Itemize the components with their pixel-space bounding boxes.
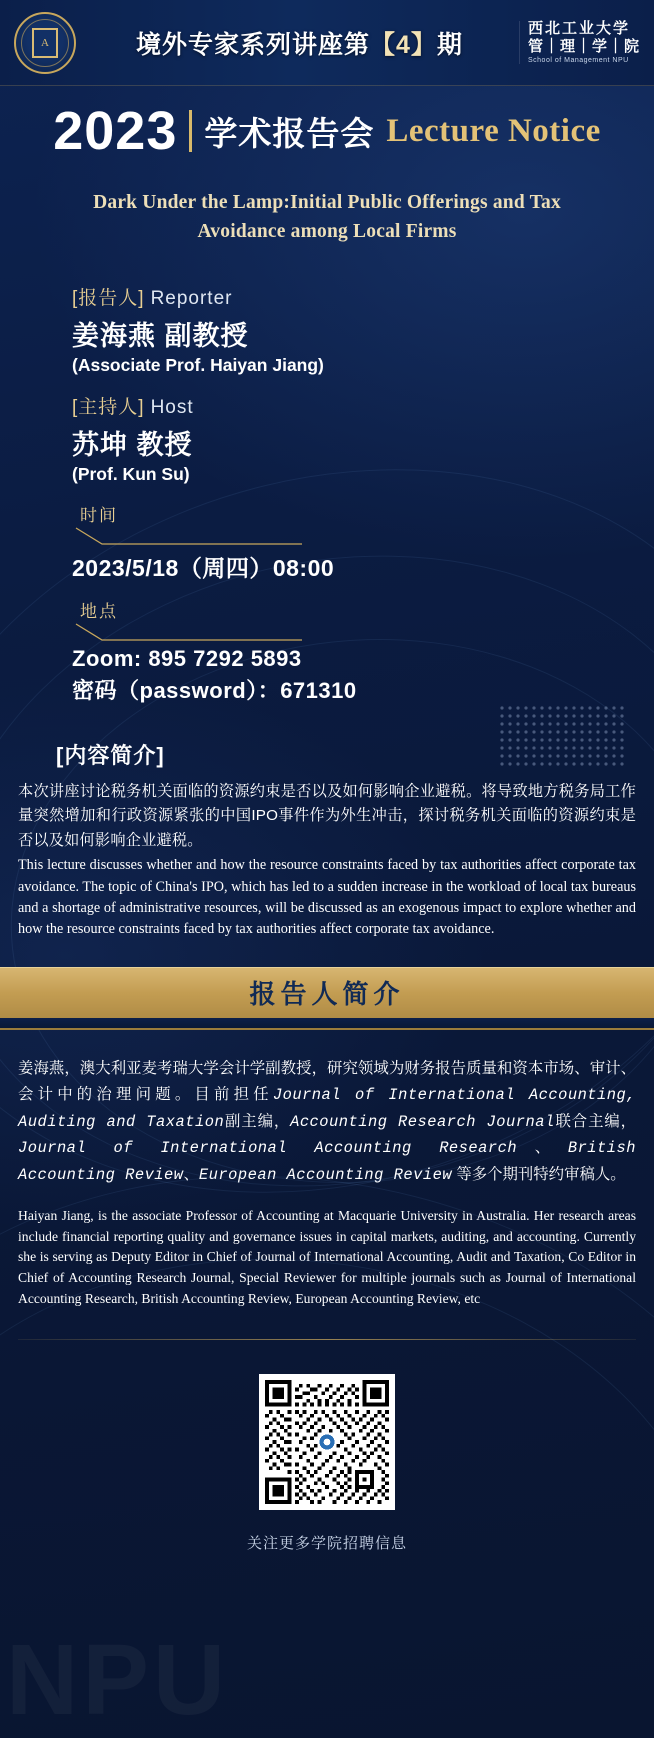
bio-cn-part2: 副主编， xyxy=(224,1112,291,1130)
bio-cn-part1: 姜海燕，澳大利亚麦考瑞大学会计学副教授，研究领域为财务报告质量和资本市场、审计、会计中的治理问题。目前担任 xyxy=(18,1059,636,1104)
bio-cn-part5: 、 xyxy=(183,1165,199,1183)
time-label: 时间 xyxy=(80,505,118,525)
npu-watermark xyxy=(6,1633,229,1728)
bio-banner-wrap xyxy=(0,967,654,1030)
main-title-row xyxy=(0,101,654,161)
bio-block xyxy=(18,1056,636,1310)
people-block xyxy=(72,283,654,485)
content-section-title: [内容简介] xyxy=(56,742,165,768)
title-year: 2023 xyxy=(53,101,178,161)
host-label-en: Host xyxy=(150,396,194,418)
university-logo xyxy=(519,21,640,64)
school-name-en: School of Management NPU xyxy=(527,57,629,65)
swoosh-decoration-icon xyxy=(74,622,304,644)
bio-cn-part3: 联合主编， xyxy=(554,1112,636,1130)
dot-grid-decoration-icon xyxy=(498,704,626,768)
poster-header xyxy=(0,0,654,86)
host-name-en: (Prof. Kun Su) xyxy=(72,463,190,484)
host-label-cn: [主持人] xyxy=(72,396,145,418)
title-divider xyxy=(189,110,192,152)
title-en: Lecture Notice xyxy=(386,112,601,149)
time-block xyxy=(72,501,654,583)
bio-paragraph-en: Haiyan Jiang, is the associate Professor of Accounting at Macquarie University in Australia. Her research areas include financial reporting quality and governance issues in capital markets, auditing, and accounting. Currently she is serving as Deputy Editor in Chief of Journal of International Accounting, Audit and Taxation, Co Editor in Chief of Accounting Research Journal, Special Reviewer for multiple journals such as Journal of International Accounting Research, British Accounting Review, European Accounting Review, etc xyxy=(18,1207,636,1306)
bio-banner-label: 报告人简介 xyxy=(249,979,405,1010)
lecture-subtitle: Dark Under the Lamp:Initial Public Offerings and Tax Avoidance among Local Firms xyxy=(93,192,561,243)
host-role xyxy=(72,392,654,419)
reporter-role xyxy=(72,283,654,310)
school-name-cn: 管｜理｜学｜院 xyxy=(527,39,640,56)
series-title-post: 期 xyxy=(436,30,463,59)
university-name-cn: 西北工业大学 xyxy=(527,20,630,37)
bio-paragraph-cn xyxy=(18,1056,636,1188)
university-seal-icon xyxy=(14,12,76,74)
content-paragraph-en: This lecture discusses whether and how the resource constraints faced by tax authorities affect corporate tax avoidance. The topic of China's IPO, which has led to a sudden increase in the workload of local tax bureaus and a shortage of administrative resources, will be discussed as an exogenous impact to explore whether and how the resource constraints faced by tax authorities affect corporate tax avoidance. xyxy=(18,857,636,938)
series-title-pre: 境外专家系列讲座第 xyxy=(136,30,371,59)
footer-divider xyxy=(18,1339,636,1340)
bio-journal-4: British Accounting Review xyxy=(18,1139,636,1184)
series-title xyxy=(76,25,513,61)
place-label: 地点 xyxy=(80,601,118,621)
qr-code[interactable] xyxy=(259,1374,395,1510)
swoosh-decoration-icon xyxy=(74,526,304,548)
title-cn: 学术报告会 xyxy=(204,114,375,152)
bio-cn-part4: 、 xyxy=(517,1139,568,1157)
bio-journal-1: Journal of International Accounting, Auditing and Taxation xyxy=(18,1086,636,1131)
bio-banner xyxy=(0,967,654,1018)
time-value: 2023/5/18（周四）08:00 xyxy=(72,554,335,581)
bio-journal-3: Journal of International Accounting Research xyxy=(18,1139,518,1158)
bio-cn-part6: 等多个期刊特约审稿人。 xyxy=(452,1165,626,1183)
reporter-name-cn: 姜海燕 副教授 xyxy=(72,320,249,351)
host-name-cn: 苏坤 教授 xyxy=(72,429,193,460)
series-title-number: 【4】 xyxy=(370,30,437,59)
bio-banner-underline xyxy=(0,1018,654,1030)
zoom-password-value: 密码（password）：671310 xyxy=(72,677,357,703)
seal-inner-glyph: A xyxy=(32,28,58,58)
place-block xyxy=(72,597,654,705)
bio-journal-5: European Accounting Review xyxy=(198,1165,453,1184)
content-paragraph-cn: 本次讲座讨论税务机关面临的资源约束是否以及如何影响企业避税。将导致地方税务局工作量突然增加和行政资源紧张的中国IPO事件作为外生冲击，探讨税务机关面临的资源约束是否以及如何影响企业避税。 xyxy=(18,782,636,849)
zoom-id-value: Zoom: 895 7292 5893 xyxy=(72,645,302,671)
reporter-label-cn: [报告人] xyxy=(72,287,145,309)
reporter-label-en: Reporter xyxy=(150,287,233,309)
qr-caption: 关注更多学院招聘信息 xyxy=(246,1535,407,1553)
reporter-name-en: (Associate Prof. Haiyan Jiang) xyxy=(72,354,324,375)
qr-code-image xyxy=(265,1380,389,1504)
bio-journal-2: Accounting Research Journal xyxy=(290,1112,555,1131)
